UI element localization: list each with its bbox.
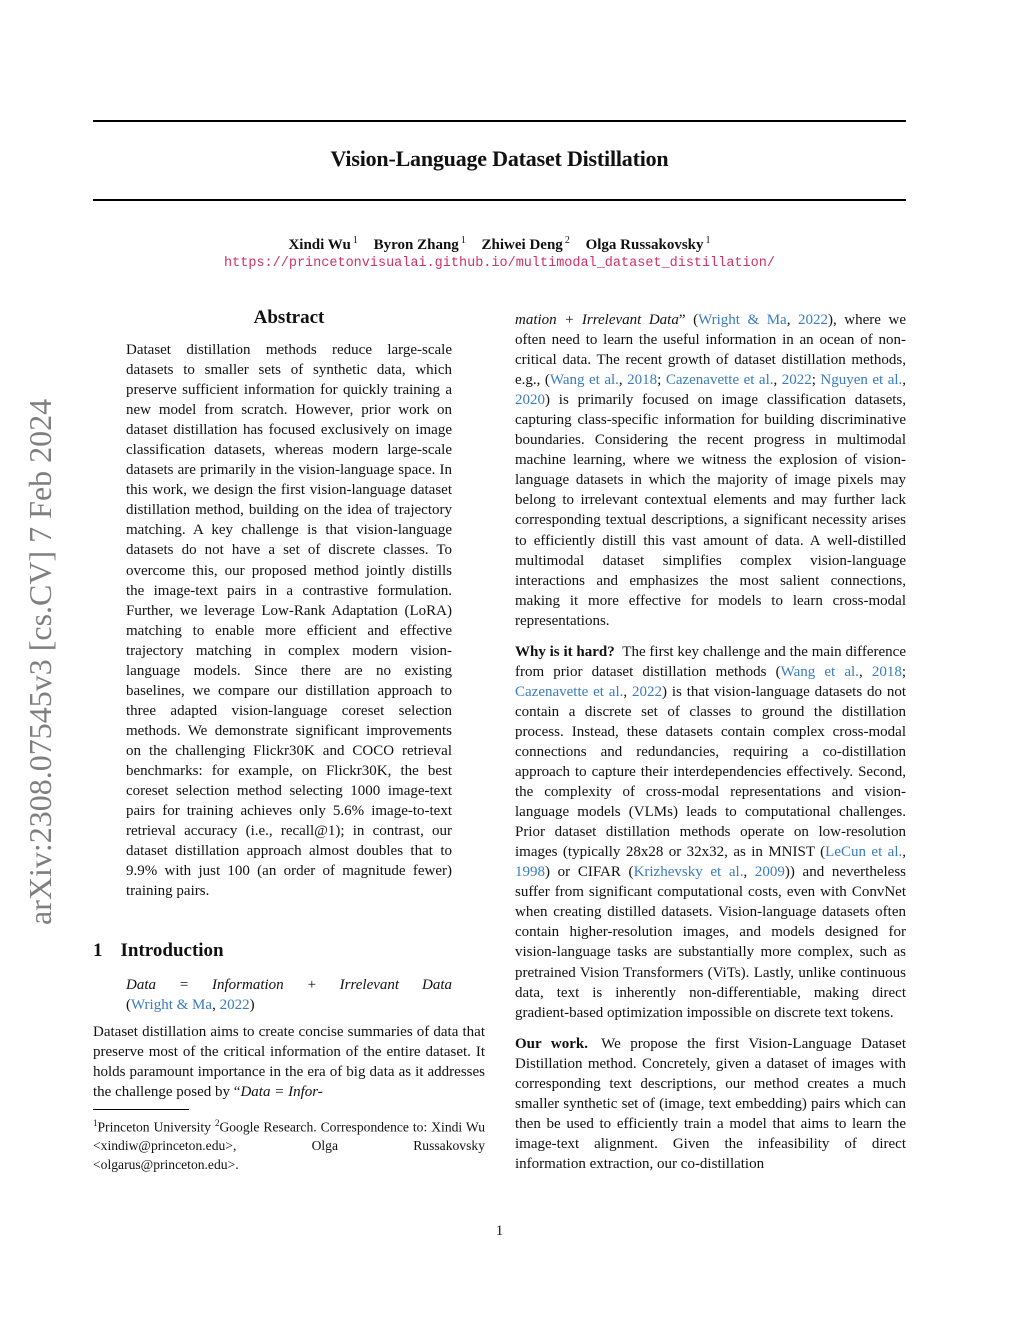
title-rule-bottom	[93, 199, 906, 201]
citation-year-link[interactable]: 2022	[632, 683, 662, 700]
author: Xindi Wu $^1$	[288, 235, 358, 253]
citation-year-link[interactable]: 2022	[781, 372, 812, 389]
citation-link[interactable]: LeCun et al.	[825, 844, 903, 861]
abstract-text: Dataset distillation methods reduce large-scale datasets to smaller sets of synthetic data, which preserve sufficient information for quickly training a new model from scratch. However, prior work on dataset distillation has focused exclusively on image classification datasets, whereas modern large-scale datasets are primarily in the vision-language space. In this work, we design the first vision-language dataset distillation method, building on the idea of trajectory matching. A key challenge is that vision-language datasets do not have a set of discrete classes. To overcome this, our proposed method jointly distills the image-text pairs in a contrastive formulation. Further, we leverage Low-Rank Adaptation (LoRA) matching to enable more efficient and effective trajectory matching in complex modern vision-language models. Since there are no existing baselines, we compare our distillation approach to three adapted vision-language coreset selection methods. We demonstrate significant improvements on the challenging Flickr30K and COCO retrieval benchmarks: for example, on Flickr30K, the best coreset selection method selecting 1000 image-text pairs for training achieves only 5.6% image-to-text retrieval accuracy (i.e., recall@1); in contrast, our dataset distillation approach almost doubles that to 9.9% with just 100 (an order of magnitude fewer) training pairs.	[126, 342, 452, 900]
paper-title: Vision-Language Dataset Distillation	[330, 146, 669, 171]
citation-link[interactable]: Wright & Ma	[698, 312, 787, 328]
project-url-link[interactable]: https://princetonvisualai.github.io/multimodal_dataset_distillation/	[224, 256, 775, 271]
citation-year-link[interactable]: 2018	[627, 372, 658, 389]
citation-year-link[interactable]: 2022	[219, 997, 250, 1013]
citation-link[interactable]: Wang et al.	[780, 663, 859, 680]
footnote: $^1$Princeton University $^2$Google Research. Correspondence to: Xindi Wu <xindiw@princeton.edu>, Olga Russakovsky <olgarus@princeton.edu>.	[93, 1118, 485, 1172]
citation-year-link[interactable]: 1998	[515, 864, 545, 881]
author: Zhiwei Deng $^2$	[481, 235, 570, 253]
citation-year-link[interactable]: 2022	[798, 312, 829, 328]
page-number: 1	[495, 1223, 504, 1239]
author-list	[93, 235, 906, 254]
footnote-rule	[93, 1109, 189, 1110]
citation-link[interactable]: Cazenavette et al.	[665, 372, 774, 389]
citation-link[interactable]: Wright & Ma	[131, 997, 213, 1013]
citation-link[interactable]: Krizhevsky et al.	[633, 864, 744, 881]
arxiv-stamp: arXiv:2308.07545v3 [cs.CV] 7 Feb 2024	[22, 398, 58, 925]
citation-year-link[interactable]: 2009	[754, 864, 785, 881]
citation-year-link[interactable]: 2020	[515, 392, 545, 409]
paragraph: Our work. We propose the first Vision-Language Dataset Distillation method. Concretely, given a dataset of images with corresponding text descriptions, our method creates a much smaller synthetic set of (image, text embedding) pairs which can then be used to efficiently train a model that aims to learn the image-text alignment. Given the infeasibility of direct information extraction, our co-distillation	[515, 1035, 907, 1172]
citation-year-link[interactable]: 2018	[871, 663, 902, 680]
right-column	[515, 310, 906, 1185]
run-in-heading: Why is it hard?	[515, 643, 615, 660]
epigraph: Data = Information + Irrelevant Data (Wright & Ma, 2022)	[126, 977, 452, 1013]
epigraph-quote: Data = Information + Irrelevant Data	[126, 977, 452, 993]
author: Olga Russakovsky $^1$	[585, 235, 711, 253]
paragraph: Why is it hard? The first key challenge and the main difference from prior dataset distillation methods (Wang et al., 2018; Cazenavette et al., 2022) is that vision-language datasets do not contain a discrete set of classes to ground the distillation process. Instead, these datasets contain complex cross-modal connections and redundancies, requiring a co-distillation approach to capture their interdependencies effectively. Second, the complexity of cross-modal representations and vision-language models (VLMs) leads to computational challenges. Prior dataset distillation methods operate on low-resolution images (typically 28x28 or 32x32, as in MNIST (LeCun et al., 1998) or CIFAR (Krizhevsky et al., 2009)) and nevertheless suffer from significant computational costs, even with ConvNet when creating distilled datasets. Vision-language datasets often contain higher-resolution images, and models designed for vision-language tasks are substantially more complex, such as pretrained Vision Transformers (ViTs). Lastly, unlike continuous data, text is inherently non-differentiable, making direct gradient-based optimization impossible on discrete text tokens.	[515, 643, 907, 1021]
title-rule-top	[93, 120, 906, 122]
citation-link[interactable]: Nguyen et al.	[820, 372, 903, 389]
intro-paragraph: Dataset distillation aims to create concise summaries of data that preserve most of the critical information of the entire dataset. It holds paramount importance in the era of big data as it addresses the challenge posed by “Data = Infor-	[93, 1024, 485, 1101]
run-in-heading: Our work.	[515, 1035, 588, 1052]
author: Byron Zhang $^1$	[373, 235, 466, 253]
section-heading-introduction: 1 Introduction	[93, 940, 224, 961]
abstract-heading: Abstract	[253, 307, 325, 328]
citation-link[interactable]: Cazenavette et al.	[515, 683, 624, 700]
paragraph: mation + Irrelevant Data” (Wright & Ma, 2022), where we often need to learn the useful information in an ocean of non-critical data. The recent growth of dataset distillation methods, e.g., (Wang et al., 2018; Cazenavette et al., 2022; Nguyen et al., 2020) is primarily focused on image classification datasets, capturing class-specific information for building discriminative boundaries. Considering the recent progress in multimodal machine learning, where we witness the explosion of vision-language datasets in which the majority of image pixels may belong to irrelevant contextual elements and may further lack corresponding textual descriptions, a significant necessity arises to efficiently distill this vast amount of data. A well-distilled multimodal dataset simplifies complex vision-language interactions and emphasizes the most salient connections, making it more effective for models to learn cross-modal representations.	[515, 312, 907, 629]
citation-link[interactable]: Wang et al.	[549, 372, 619, 389]
